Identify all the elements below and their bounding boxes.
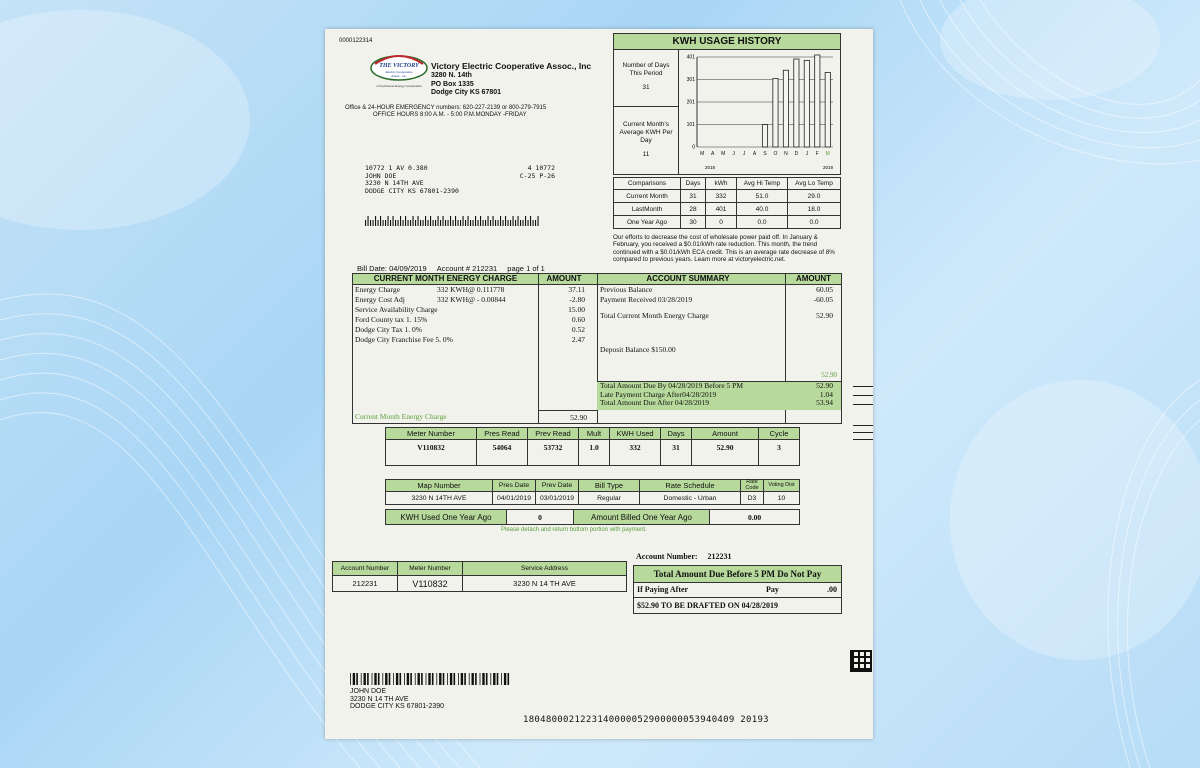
total-after-label: Total Amount Due After 04/28/2019: [600, 398, 710, 407]
mult-header: Mult: [579, 428, 610, 440]
kwh-year-ago-value: 0: [507, 510, 574, 525]
usage-bar: [783, 70, 788, 147]
prev-read-header: Prev Read: [528, 428, 579, 440]
mailing-address: [365, 165, 555, 195]
map-table: [385, 479, 800, 505]
stub-meter: V110832: [398, 576, 463, 592]
mailing-line-2-right: C-25 P-26: [519, 171, 555, 180]
drafted-line: $52.90 TO BE DRAFTED ON 04/28/2019: [637, 601, 779, 610]
usage-bar: [794, 59, 799, 147]
stub-account-header: Account Number: [333, 562, 398, 576]
current-charge-amount: 52.90: [816, 311, 833, 320]
cell: 18.0: [788, 203, 841, 216]
x-tick-label: M: [825, 151, 830, 157]
charges-list: [355, 285, 595, 345]
avg-kwh-value: 11: [642, 151, 650, 158]
summary-list: [600, 285, 838, 355]
svg-text:A Touchstone Energy Cooperativ: A Touchstone Energy Cooperative: [376, 84, 422, 88]
prev-read: 53732: [528, 440, 579, 466]
phone-line: Office & 24-HOUR EMERGENCY numbers: 620-227-2139 or 800-279-7915: [345, 105, 547, 111]
usage-bar: [762, 125, 767, 147]
days-header: Days: [661, 428, 692, 440]
list-item: [600, 285, 838, 295]
rate-note: Our efforts to decrease the cost of wholesale power paid off. In January & February, you received a $0.01/kWh rate reduction. This month, the trend continued with a $0.01/kWh ECA credit. This is an average rate decrease of 8% compared to previous years. Learn more at victoryelectric.net.: [613, 234, 835, 263]
x-tick-label: A: [752, 151, 757, 157]
side-tick-marks: [853, 386, 873, 440]
charge-amount: 0.60: [571, 315, 585, 324]
prev-date: 03/01/2019: [536, 492, 579, 505]
company-address-line-3: Dodge City KS 67801: [431, 89, 502, 96]
page-number: page 1 of 1: [507, 264, 545, 273]
usage-bar: [804, 60, 809, 147]
svg-text:Electric Cooperative: Electric Cooperative: [385, 70, 413, 74]
pay-label: Pay: [766, 585, 779, 594]
stub-account: 212231: [333, 576, 398, 592]
usage-chart: [679, 51, 839, 173]
late-charge-label: Late Payment Charge After04/28/2019: [600, 389, 717, 399]
company-address: [431, 72, 501, 98]
energy-charge-header: CURRENT MONTH ENERGY CHARGE: [373, 274, 518, 283]
days-label: Number of Days This Period: [622, 62, 670, 77]
prev-date-header: Prev Date: [536, 480, 579, 492]
list-item: [355, 285, 595, 295]
cell: 28: [681, 203, 706, 216]
list-item: [355, 295, 595, 305]
stub-meter-header: Meter Number: [398, 562, 463, 576]
kwh-used: 332: [610, 440, 661, 466]
row-label: Current Month: [614, 190, 681, 203]
current-month-charge-amount: 52.90: [570, 413, 587, 422]
x-tick-label: J: [742, 151, 746, 157]
amount-due-list: [600, 382, 838, 408]
table-row: [614, 190, 841, 203]
x-tick-label: J: [732, 151, 735, 157]
y-tick-label: 301: [686, 77, 695, 83]
bottom-street: 3230 N 14 TH AVE: [350, 695, 409, 703]
charge-label: Dodge City Franchise Fee 5. 0%: [355, 335, 453, 344]
bill-date: Bill Date: 04/09/2019: [357, 264, 427, 273]
table-row: [614, 203, 841, 216]
detach-note: Please detach and return bottom portion with payment.: [501, 527, 647, 533]
y-tick-label: 0: [692, 144, 695, 151]
stub-due-header: Total Amount Due Before 5 PM Do Not Pay: [634, 566, 841, 583]
year-left-label: 2018: [705, 165, 716, 170]
usage-title: KWH USAGE HISTORY: [614, 34, 840, 50]
stub-account-value: 212231: [707, 552, 732, 561]
table-row: [614, 216, 841, 229]
kwh-usage-history-panel: [613, 33, 841, 175]
charge-amount: 2.47: [571, 335, 585, 344]
meter-table: [385, 427, 800, 466]
usage-bar: [773, 79, 778, 147]
charge-label: Service Availability Charge: [355, 305, 438, 314]
if-paying-label: If Paying After: [637, 585, 689, 594]
stub-address: 3230 N 14 TH AVE: [463, 576, 627, 592]
stub-table: [332, 561, 627, 592]
bill-info: [357, 264, 545, 273]
x-tick-label: O: [773, 151, 778, 157]
amount-year-ago-value: 0.00: [710, 510, 800, 525]
rate-code-header: Rate Code: [741, 480, 764, 492]
stub-account-label: Account Number:: [636, 552, 698, 561]
amount-header: Amount: [692, 428, 759, 440]
table-row: [386, 440, 800, 466]
cell: 31: [681, 190, 706, 203]
pres-read: 54064: [477, 440, 528, 466]
deposit-balance: Deposit Balance $150.00: [600, 345, 676, 354]
x-tick-label: J: [805, 151, 809, 157]
total-due-label: Total Amount Due By 04/28/2019 Before 5 PM: [600, 381, 744, 390]
stub-address-header: Service Address: [463, 562, 627, 576]
summary-amount-header: AMOUNT: [795, 274, 832, 283]
pay-value: .00: [827, 585, 837, 594]
svg-text:Assoc., Inc.: Assoc., Inc.: [391, 74, 407, 78]
charge-label: Energy Cost Adj: [355, 295, 405, 304]
bottom-city: DODGE CITY KS 67801-2390: [350, 703, 445, 710]
cycle: 3: [759, 440, 800, 466]
x-tick-label: N: [784, 151, 788, 157]
payment-received-label: Payment Received 03/28/2019: [600, 295, 693, 304]
charge-amount: 15.00: [568, 305, 585, 314]
y-tick-label: 401: [686, 54, 695, 61]
late-charge-amount: 1.04: [819, 389, 833, 399]
scan-line: 1804800021223140000052900000053940409 20193: [523, 715, 769, 725]
pres-date: 04/01/2019: [493, 492, 536, 505]
office-info: [345, 105, 546, 119]
rate-schedule: Domestic - Urban: [640, 492, 741, 505]
cell: 29.0: [788, 190, 841, 203]
current-charge-label: Total Current Month Energy Charge: [600, 311, 709, 320]
company-logo: [369, 50, 429, 90]
usage-bar: [825, 72, 830, 147]
company-address-line-2: PO Box 1335: [431, 80, 474, 88]
list-item: [600, 311, 838, 321]
charge-label: Dodge City Tax 1. 0%: [355, 325, 423, 334]
x-tick-label: F: [815, 151, 819, 157]
cell: 0: [706, 216, 737, 229]
charge-amount: -2.80: [569, 295, 585, 304]
utility-bill-document: [325, 29, 873, 739]
list-item: [355, 325, 595, 335]
charges-summary-block: [352, 273, 842, 424]
summary-green-amount: 52.90: [821, 371, 837, 379]
mailing-line-1: 10772 1 AV 0.380: [365, 164, 428, 172]
document-id: 0000122314: [339, 38, 373, 44]
bottom-name: JOHN DOE: [350, 688, 387, 695]
cycle-header: Cycle: [759, 428, 800, 440]
current-month-charge-label: Current Month Energy Charge: [355, 412, 447, 421]
kwh-used-header: KWH Used: [610, 428, 661, 440]
list-item: [355, 335, 595, 345]
x-tick-label: M: [700, 151, 705, 157]
avg-lo-temp-header: Avg Lo Temp: [788, 178, 841, 190]
previous-balance-label: Previous Balance: [600, 285, 653, 294]
row-label: LastMonth: [614, 203, 681, 216]
bill-type-header: Bill Type: [579, 480, 640, 492]
hours-line: OFFICE HOURS 8:00 A.M. - 5:00 P.M.MONDAY -FRIDAY: [373, 112, 527, 118]
kwh-header: kWh: [706, 178, 737, 190]
bill-type: Regular: [579, 492, 640, 505]
days: 31: [661, 440, 692, 466]
total-after-amount: 53.94: [816, 398, 833, 407]
y-tick-label: 101: [686, 122, 695, 128]
cell: 30: [681, 216, 706, 229]
cell: 332: [706, 190, 737, 203]
usage-stats: [614, 50, 679, 174]
energy-amount-header: AMOUNT: [546, 274, 582, 283]
table-row: [386, 492, 800, 505]
charge-amount: 37.11: [568, 285, 585, 294]
list-item: [355, 305, 595, 315]
mult: 1.0: [579, 440, 610, 466]
mailing-street: 3230 N 14TH AVE: [365, 179, 424, 187]
y-tick-label: 201: [686, 99, 695, 106]
days-header: Days: [681, 178, 706, 190]
charge-detail: 332 KWH@ - 0.00844: [437, 295, 506, 304]
x-tick-label: S: [763, 151, 767, 157]
row-label: One Year Ago: [614, 216, 681, 229]
company-name: Victory Electric Cooperative Assoc., Inc: [431, 61, 592, 71]
kwh-year-ago-label: KWH Used One Year Ago: [386, 510, 507, 525]
x-tick-label: M: [721, 151, 726, 157]
charge-label: Energy Charge: [355, 285, 400, 294]
list-item: [600, 399, 838, 408]
year-ago-table: [385, 509, 800, 525]
pres-read-header: Pres Read: [477, 428, 528, 440]
qr-code: [850, 650, 872, 672]
payment-received-amount: -60.05: [813, 295, 833, 304]
map-number: 3230 N 14TH AVE: [386, 492, 493, 505]
postal-barcode: [365, 213, 543, 223]
avg-hi-temp-header: Avg Hi Temp: [737, 178, 788, 190]
cell: 40.0: [737, 203, 788, 216]
x-tick-label: A: [711, 151, 715, 157]
list-item: [600, 295, 838, 305]
voting-dist-header: Voting Dist: [764, 480, 800, 492]
mailing-city: DODGE CITY KS 67801-2390: [365, 186, 459, 195]
comparisons-header: Comparisons: [614, 178, 681, 190]
year-right-label: 2019: [822, 165, 833, 170]
list-item: [355, 315, 595, 325]
account-number: Account # 212231: [436, 264, 498, 273]
pres-date-header: Pres Date: [493, 480, 536, 492]
amount-year-ago-label: Amount Billed One Year Ago: [574, 510, 710, 525]
cell: 51.0: [737, 190, 788, 203]
company-address-line-1: 3280 N. 14th: [431, 72, 472, 79]
bottom-address: [350, 688, 444, 711]
cell: 0.0: [788, 216, 841, 229]
avg-kwh-label: Current Month's Average KWH Per Day: [619, 121, 673, 144]
charge-amount: 0.52: [571, 325, 585, 334]
rate-code: D3: [741, 492, 764, 505]
map-number-header: Map Number: [386, 480, 493, 492]
total-due-amount: 52.90: [816, 381, 833, 390]
cell: 0.0: [737, 216, 788, 229]
comparisons-table: [613, 177, 841, 229]
charge-label: Ford County tax 1. 15%: [355, 315, 428, 324]
mailing-name: JOHN DOE: [365, 171, 397, 180]
svg-text:THE VICTORY: THE VICTORY: [379, 63, 419, 69]
stub-due-box: [633, 565, 842, 614]
cell: 401: [706, 203, 737, 216]
meter-number: V110832: [386, 440, 477, 466]
account-summary-header: ACCOUNT SUMMARY: [646, 274, 730, 283]
charge-detail: 332 KWH@ 0.111778: [437, 285, 505, 294]
previous-balance-amount: 60.05: [816, 285, 833, 294]
rate-schedule-header: Rate Schedule: [640, 480, 741, 492]
bottom-barcode: [350, 673, 512, 685]
amount: 52.90: [692, 440, 759, 466]
days-value: 31: [642, 84, 650, 91]
meter-number-header: Meter Number: [386, 428, 477, 440]
usage-bar: [815, 55, 820, 147]
table-row: [333, 576, 627, 592]
voting-dist: 10: [764, 492, 800, 505]
stub-pay-row: [634, 583, 841, 598]
x-tick-label: D: [794, 151, 799, 157]
mailing-line-1-right: 4 10772: [527, 164, 555, 172]
stub-account-line: [636, 552, 732, 561]
